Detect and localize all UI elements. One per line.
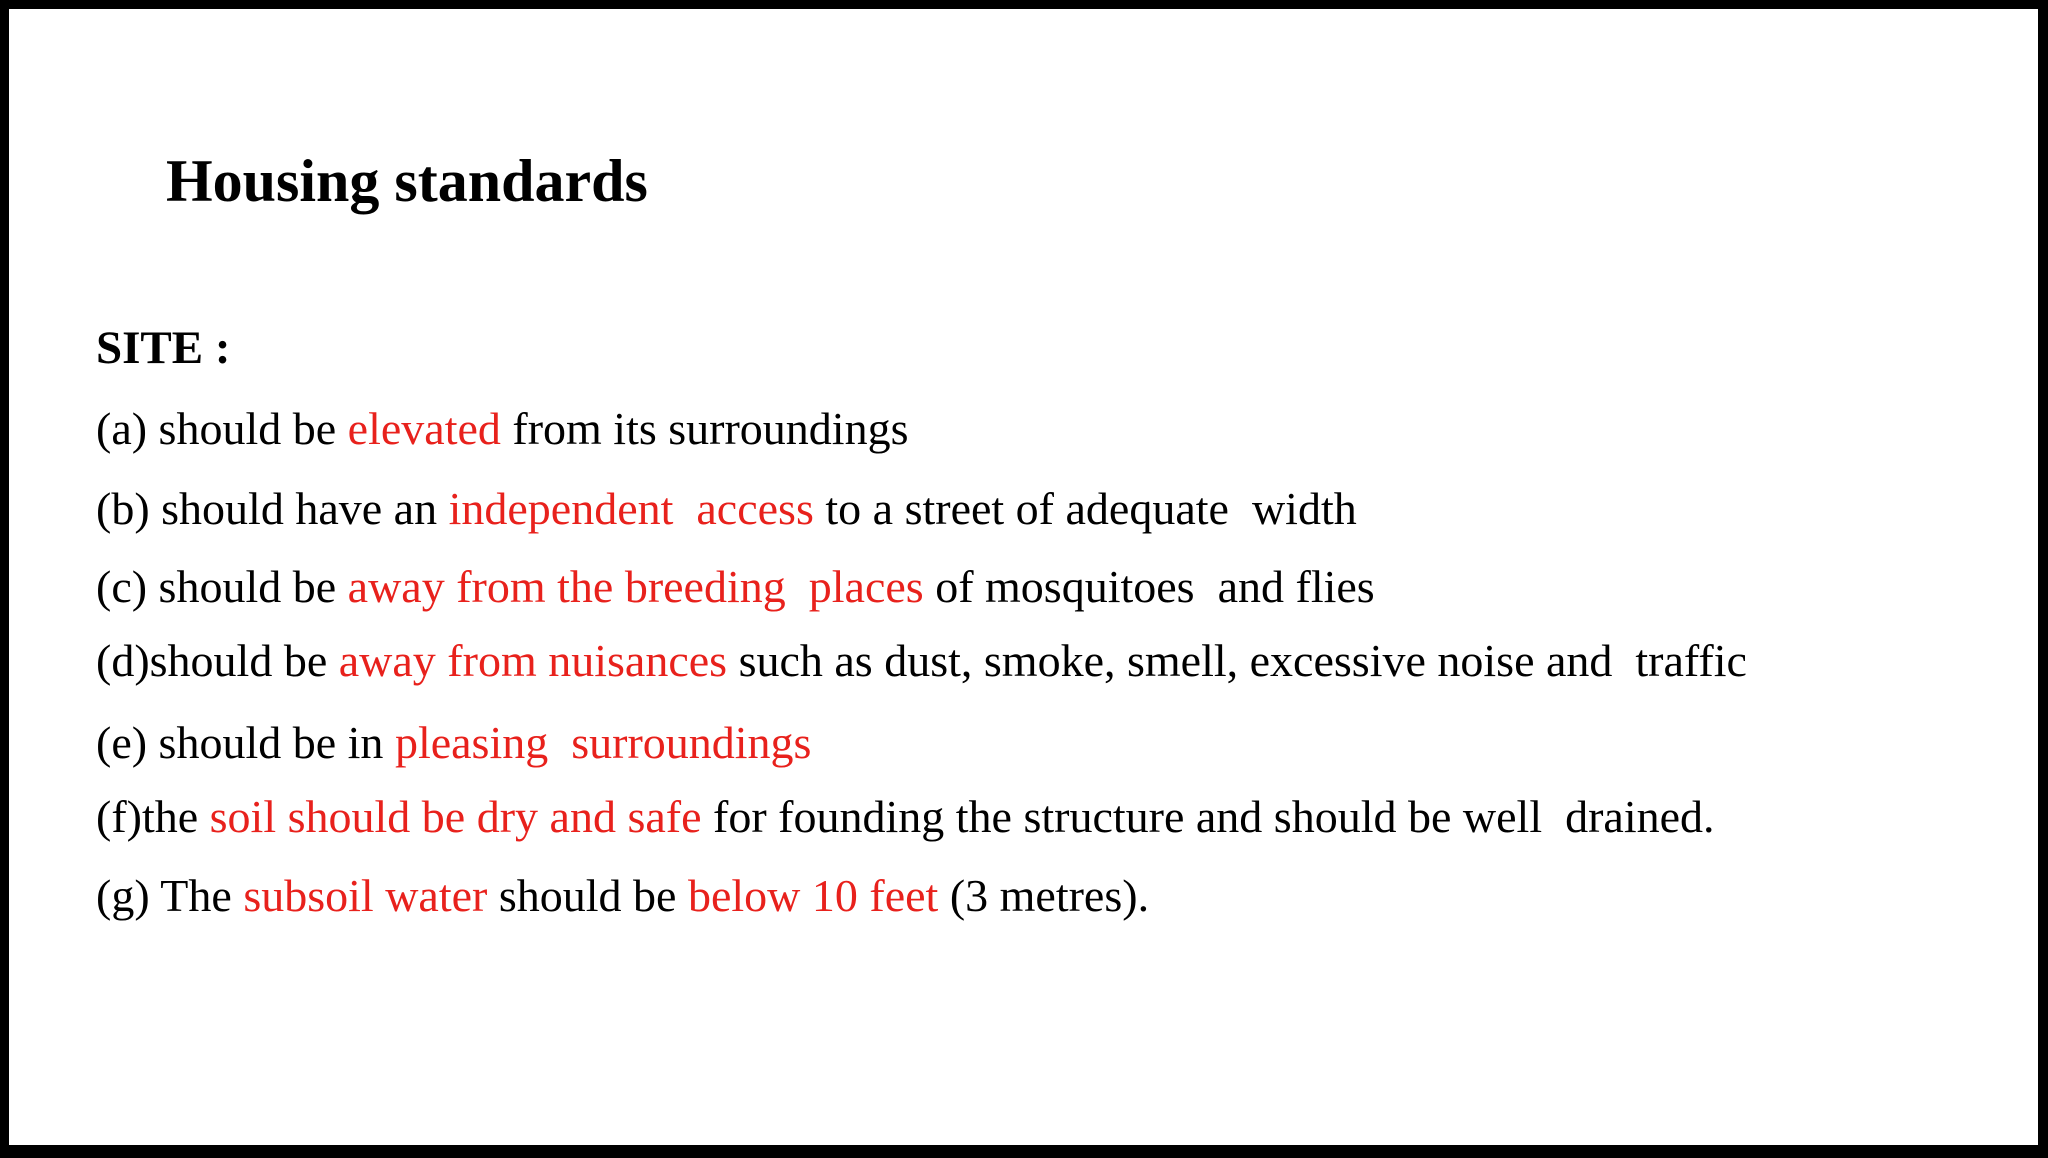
item-text: (a) should be <box>96 403 348 454</box>
slide-title: Housing standards <box>166 148 648 214</box>
item-text: such as dust, smoke, smell, excessive noise and traffic <box>727 635 1747 686</box>
item-highlight: elevated <box>347 403 501 454</box>
item-highlight: soil should be dry and safe <box>209 791 702 842</box>
item-text: (f)the <box>96 791 210 842</box>
item-highlight: below 10 feet <box>687 870 939 921</box>
item-highlight: away from the breeding places <box>347 561 924 612</box>
item-highlight: subsoil water <box>243 870 488 921</box>
item-text: (e) should be in <box>96 717 395 768</box>
item-text: for founding the structure and should be well drained. <box>701 791 1715 842</box>
item-text: (d)should be <box>96 635 339 686</box>
item-highlight: pleasing surroundings <box>394 717 812 768</box>
list-item <box>96 866 1149 926</box>
list-item <box>96 479 1357 539</box>
item-text: to a street of adequate width <box>813 483 1357 534</box>
item-highlight: independent access <box>448 483 814 534</box>
section-heading: SITE : <box>96 322 231 374</box>
item-text: of mosquitoes and flies <box>923 561 1375 612</box>
list-item <box>96 631 1747 691</box>
list-item <box>96 399 909 459</box>
item-text: from its surroundings <box>500 403 909 454</box>
list-item <box>96 713 811 773</box>
item-text: (c) should be <box>96 561 348 612</box>
item-text: (3 metres). <box>938 870 1150 921</box>
item-text: (g) The <box>96 870 244 921</box>
item-text: (b) should have an <box>96 483 449 534</box>
item-highlight: away from nuisances <box>338 635 728 686</box>
list-item <box>96 787 1715 847</box>
item-text: should be <box>487 870 688 921</box>
list-item <box>96 557 1375 617</box>
